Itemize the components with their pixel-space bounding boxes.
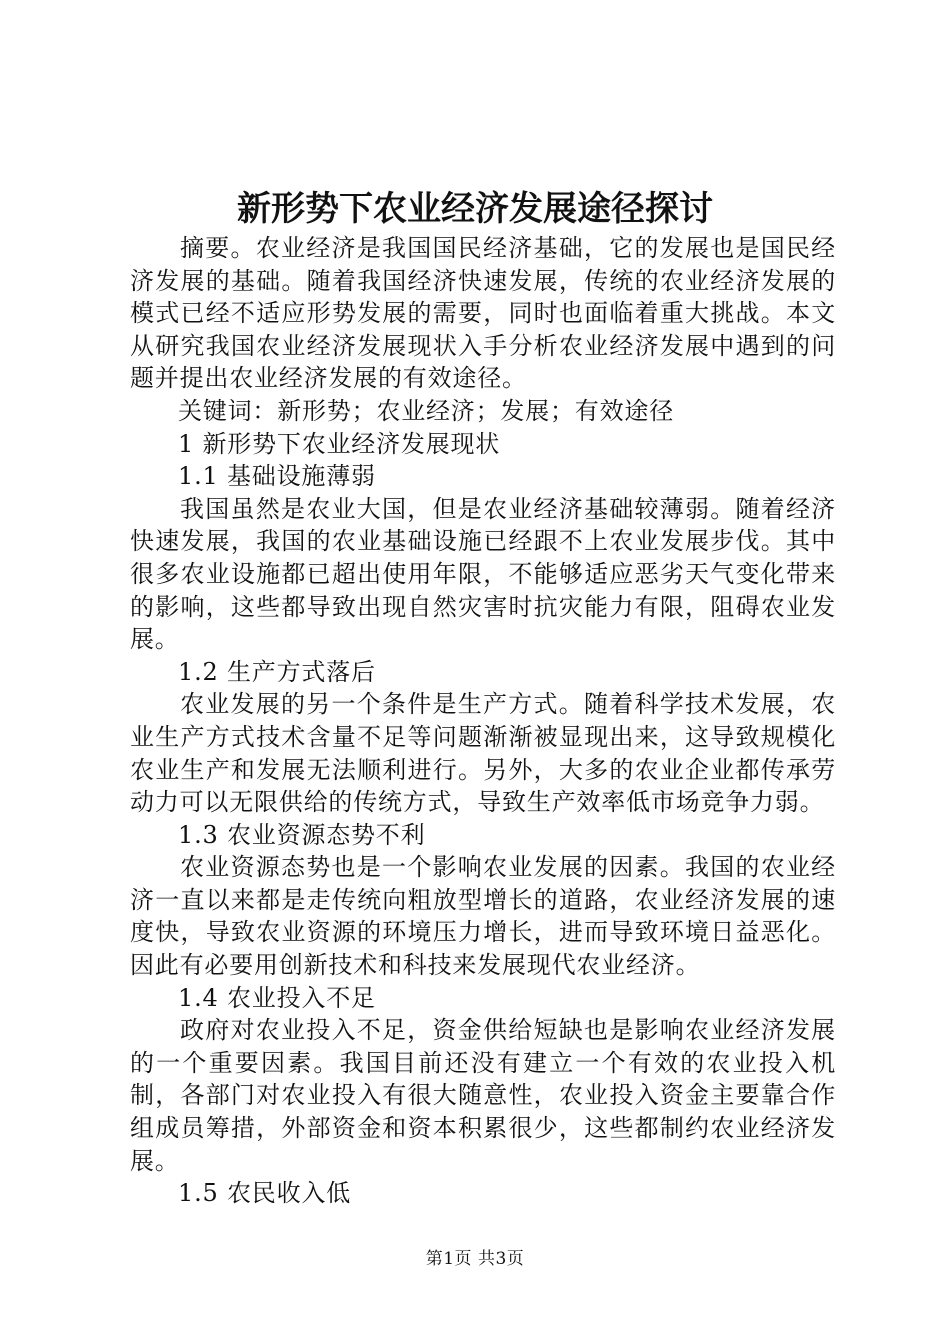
section-1-heading: 1 新形势下农业经济发展现状 <box>178 429 501 458</box>
section-1-1-heading: 1.1 基础设施薄弱 <box>178 462 376 491</box>
section-1-2-heading: 1.2 生产方式落后 <box>178 657 376 686</box>
section-1-3-paragraph: 农业资源态势也是一个影响农业发展的因素。我国的农业经济一直以来都是走传统向粗放型增长的道路，农业经济发展的速度快，导致农业资源的环境压力增长，进而导致环境日益恶化。因此有必要用创新技术和科技来发展现代农业经济。 <box>130 853 836 980</box>
abstract-paragraph: 摘要。农业经济是我国国民经济基础，它的发展也是国民经济发展的基础。随着我国经济快速发展，传统的农业经济发展的模式已经不适应形势发展的需要，同时也面临着重大挑战。本文从研究我国农业经济发展现状入手分析农业经济发展中遇到的问题并提出农业经济发展的有效途径。 <box>130 234 836 393</box>
section-1-4-heading: 1.4 农业投入不足 <box>178 983 376 1012</box>
section-1-5-heading: 1.5 农民收入低 <box>178 1179 351 1208</box>
section-1-3-heading: 1.3 农业资源态势不利 <box>178 820 426 849</box>
document-body <box>130 232 836 1210</box>
section-1-4-paragraph: 政府对农业投入不足，资金供给短缺也是影响农业经济发展的一个重要因素。我国目前还没有建立一个有效的农业投入机制，各部门对农业投入有很大随意性，农业投入资金主要靠合作组成员筹措，外部资金和资本积累很少，这些都制约农业经济发展。 <box>130 1016 836 1175</box>
page-footer: 第1页 共3页 <box>425 1249 525 1269</box>
document-title: 新形势下农业经济发展途径探讨 <box>237 189 713 229</box>
keywords-line: 关键词：新形势；农业经济；发展；有效途径 <box>178 396 674 425</box>
section-1-1-paragraph: 我国虽然是农业大国，但是农业经济基础较薄弱。随着经济快速发展，我国的农业基础设施已经跟不上农业发展步伐。其中很多农业设施都已超出使用年限，不能够适应恶劣天气变化带来的影响，这些都导致出现自然灾害时抗灾能力有限，阻碍农业发展。 <box>130 494 836 654</box>
section-1-2-paragraph: 农业发展的另一个条件是生产方式。随着科学技术发展，农业生产方式技术含量不足等问题渐渐被显现出来，这导致规模化农业生产和发展无法顺利进行。另外，大多的农业企业都传承劳动力可以无限供给的传统方式，导致生产效率低市场竞争力弱。 <box>130 690 836 817</box>
